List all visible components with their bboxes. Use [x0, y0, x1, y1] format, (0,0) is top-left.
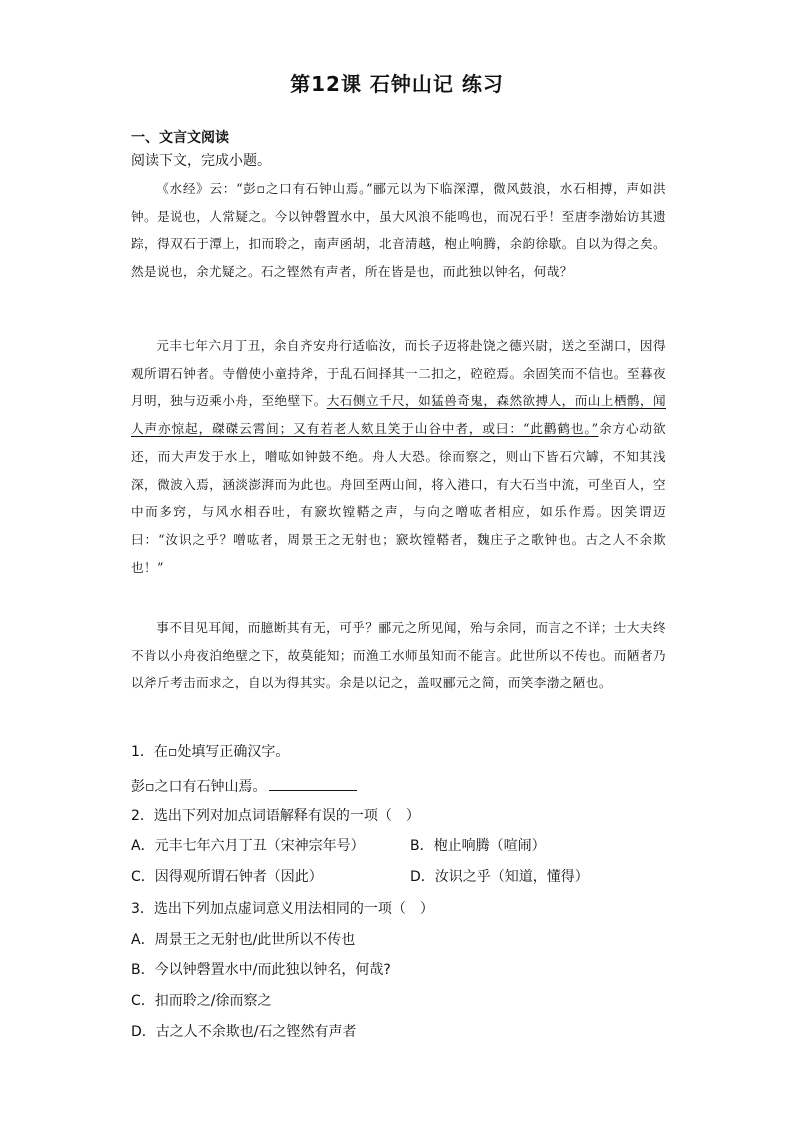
question-3-option-b: B．今以钟磬置水中/而此独以钟名，何哉?: [131, 962, 391, 978]
question-1-text: 彭▫之口有石钟山焉。: [131, 779, 267, 795]
question-1-stem: 1．在▫处填写正确汉字。: [131, 744, 290, 760]
underlined-sentence: 大石侧立千尺，如猛兽奇鬼，森然欲搏人，而山上栖鹘，闻人声亦惊起，磔磔云霄间；又有若老人欬且笑于山谷中者，或曰：“此鹳鹤也。”: [131, 393, 666, 437]
question-2-option-a: A．元丰七年六月丁丑（宋神宗年号）: [131, 838, 365, 854]
question-3-option-a: A．周景王之无射也/此世所以不传也: [131, 932, 356, 948]
instruction-text: 阅读下文，完成小题。: [131, 153, 271, 169]
question-3-option-c: C．扣而聆之/徐而察之: [131, 993, 272, 1009]
question-2-stem: 2．选出下列对加点词语解释有误的一项（ ）: [131, 808, 420, 824]
question-2-option-c: C．因得观所谓石钟者（因此）: [131, 869, 323, 885]
question-2-option-d: D．汝识之乎（知道，懂得）: [410, 869, 589, 885]
passage-paragraph-3: 事不目见耳闻，而臆断其有无，可乎？郦元之所见闻，殆与余同，而言之不详；士大夫终不肯以小舟夜泊绝壁之下，故莫能知；而渔工水师虽知而不能言。此世所以不传也。而陋者乃以斧斤考击而求之，自以为得其实。余是以记之，盖叹郦元之简，而笑李渤之陋也。: [131, 620, 666, 691]
page-title: 第12课 石钟山记 练习: [290, 72, 504, 96]
question-3-stem: 3．选出下列加点虚词意义用法相同的一项（ ）: [131, 901, 434, 917]
question-1-line: [131, 776, 357, 797]
question-2-option-b: B．枹止响腾（喧闹）: [410, 838, 546, 854]
passage-text: 余方心动欲还，而大声发于水上，噌吰如钟鼓不绝。舟人大恐。徐而察之，则山下皆石穴罅，不知其浅深，微波入焉，涵淡澎湃而为此也。舟回至两山间，将入港口，有大石当中流，可坐百人，空中而多窍，与风水相吞吐，有窾坎镗鞳之声，与向之噌吰者相应，如乐作焉。因笑谓迈曰：“汝识之乎？噌吰者，周景王之无射也；窾坎镗鞳者，魏庄子之歌钟也。古之人不余欺也！”: [131, 421, 666, 575]
passage-paragraph-1: 《水经》云：“彭▫之口有石钟山焉。”郦元以为下临深潭，微风鼓浪，水石相搏，声如洪钟。是说也，人常疑之。今以钟磬置水中，虽大风浪不能鸣也，而况石乎！至唐李渤始访其遗踪，得双石于潭上，扣而聆之，南声函胡，北音清越，枹止响腾，余韵徐歇。自以为得之矣。然是说也，余尤疑之。石之铿然有声者，所在皆是也，而此独以钟名，何哉？: [131, 181, 666, 280]
question-3-option-d: D．古之人不余欺也/石之铿然有声者: [131, 1024, 357, 1040]
passage-text: 元丰七年六月丁丑，余自齐安舟行适临汝，而长子迈将赴饶之德兴尉，送之至湖口，因得观所谓石钟者。寺僧使小童持斧，于乱石间择其一二扣之，硿硿焉。余固笑而不信也。至暮夜月明，独与迈乘小舟，至绝壁下。: [131, 338, 666, 409]
answer-blank[interactable]: [269, 776, 357, 791]
section-heading: 一、文言文阅读: [131, 130, 229, 146]
passage-paragraph-2: [131, 332, 666, 581]
